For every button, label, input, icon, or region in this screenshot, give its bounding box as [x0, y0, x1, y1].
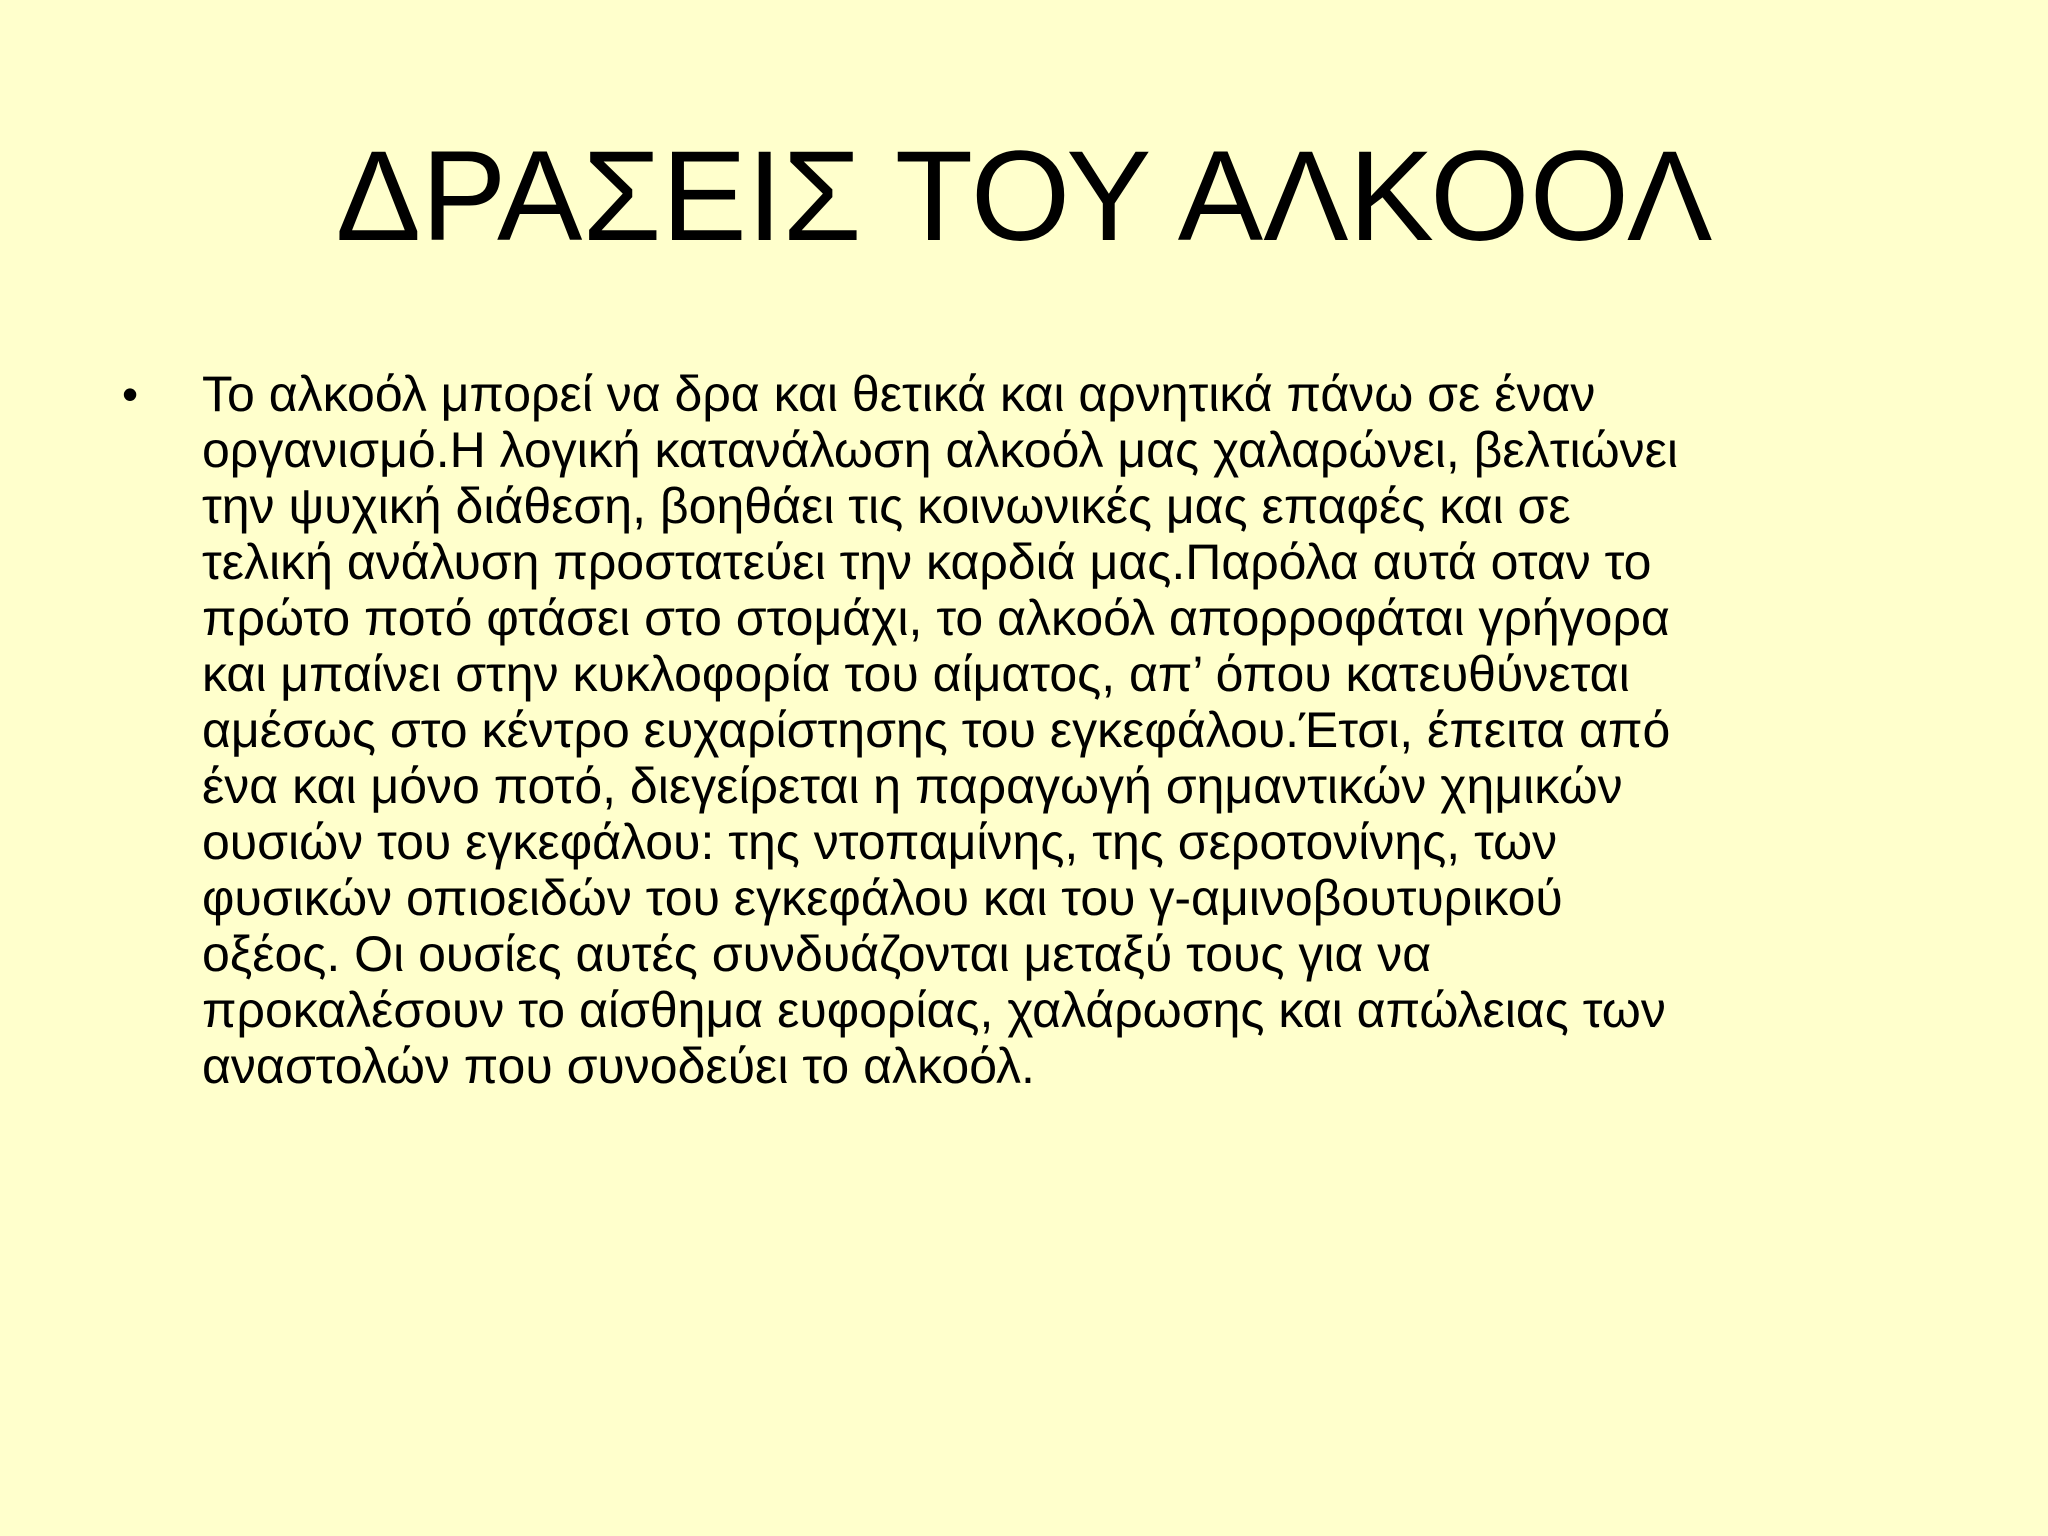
paragraph-line: πρώτο ποτό φτάσει στο στομάχι, το αλκοόλ απορροφάται γρήγορα — [202, 590, 1670, 646]
paragraph-line: οργανισμό.Η λογική κατανάλωση αλκοόλ μας χαλαρώνει, βελτιώνει — [202, 422, 1679, 478]
paragraph-line: αναστολών που συνοδεύει το αλκοόλ. — [202, 1038, 1035, 1094]
paragraph — [202, 366, 1922, 1094]
paragraph-line: την ψυχική διάθεση, βοηθάει τις κοινωνικές μας επαφές και σε — [202, 478, 1571, 534]
paragraph-line: και μπαίνει στην κυκλοφορία του αίματος, απ’ όπου κατευθύνεται — [202, 646, 1630, 702]
paragraph-line: φυσικών οπιοειδών του εγκεφάλου και του γ-αμινοβουτυρικού — [202, 870, 1563, 926]
slide-title: ΔΡΑΣΕΙΣ ΤΟΥ ΑΛΚΟΟΛ — [335, 125, 1713, 268]
bullet-icon: • — [122, 368, 139, 420]
paragraph-line: αμέσως στο κέντρο ευχαρίστησης του εγκεφάλου.Έτσι, έπειτα από — [202, 702, 1671, 758]
paragraph-line: προκαλέσουν το αίσθημα ευφορίας, χαλάρωσης και απώλειας των — [202, 982, 1666, 1038]
paragraph-line: Το αλκοόλ μπορεί να δρα και θετικά και αρνητικά πάνω σε έναν — [202, 366, 1596, 422]
paragraph-line: οξέος. Οι ουσίες αυτές συνδυάζονται μεταξύ τους για να — [202, 926, 1432, 982]
paragraph-line: ένα και μόνο ποτό, διεγείρεται η παραγωγή σημαντικών χημικών — [202, 758, 1623, 814]
paragraph-line: τελική ανάλυση προστατεύει την καρδιά μας.Παρόλα αυτά οταν το — [202, 534, 1652, 590]
paragraph-line: ουσιών του εγκεφάλου: της ντοπαμίνης, της σεροτονίνης, των — [202, 814, 1558, 870]
bullet-item — [122, 366, 1922, 1094]
bullet-list — [122, 366, 1922, 1094]
